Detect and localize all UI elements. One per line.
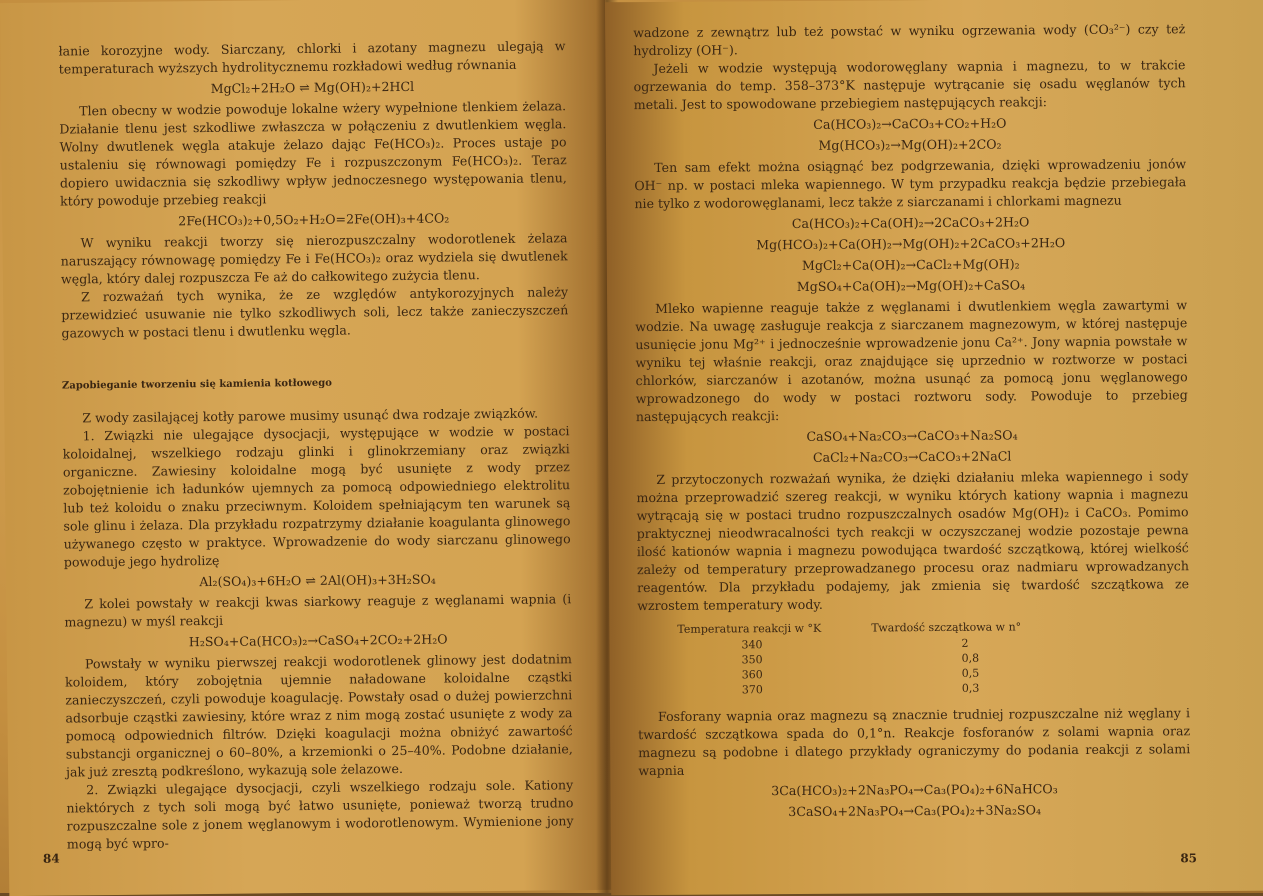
right-paragraph-2: Jeżeli w wodzie występują wodorowęglany wapnia i magnezu, to w trakcie ogrzewania do temp. 358–373°K następuje wytrącanie się osadu węglanów tych metali. Jest to spowodowane przebiegiem następujących reakcji: <box>633 57 1186 113</box>
right-equation-9: 3Ca(HCO₃)₂+2Na₃PO₄→Ca₃(PO₄)₂+6NaHCO₃ <box>771 781 1058 799</box>
left-equation-1: MgCl₂+2H₂O ⇌ Mg(OH)₂+2HCl <box>210 78 415 96</box>
table-cell-temperature: 370 <box>741 683 763 697</box>
table-header-hardness: Twardość szczątkowa w n° <box>871 620 1022 635</box>
left-paragraph-6: 1. Związki nie ulegające dysocjacji, występujące w wodzie w postaci koloidalnej, wszelkiego rodzaju glinki i glinokrzemiany oraz związki organiczne. Zawiesiny koloidalne mogą być usunięte z wody przez zobojętnienie ich ładunków ujemnych za pomocą odpowiedniego elektrolitu lub też koloidu o znaku przeciwnym. Koloidem spełniającym ten warunek są sole glinu i żelaza. Dla przykładu rozpatrzymy działanie koagulanta glinowego używanego często w praktyce. Wprowadzenie do wody siarczanu glinowego powoduje jego hydrolizę <box>62 423 571 570</box>
left-page <box>0 0 614 896</box>
right-paragraph-6: Fosforany wapnia oraz magnezu są znacznie trudniej rozpuszczalne niż węglany i twardość szczątkowa spada do 0,1°n. Reakcje fosforanów z solami wapnia oraz magnezu są podobne i dlatego przykłady ograniczymy do podania reakcji z solami wapnia <box>638 705 1191 779</box>
left-paragraph-3: W wyniku reakcji tworzy się nierozpuszczalny wodorotlenek żelaza naruszający równowagę pomiędzy Fe i Fe(HCO₃)₂ oraz wydziela się dwutlenek węgla, który dalej rozpuszcza Fe aż do całkowitego zużycia tlenu. <box>60 230 568 287</box>
right-equation-2: Mg(HCO₃)₂→Mg(OH)₂+2CO₂ <box>818 136 1002 153</box>
table-header-temperature: Temperatura reakcji w °K <box>677 621 822 636</box>
right-paragraph-5: Z przytoczonych rozważań wynika, że dzięki działaniu mleka wapiennego i sody można przeprowadzić szereg reakcji, w wyniku których kationy wapnia i magnezu wytrącają się w postaci trudno rozpuszczalnych osadów Mg(OH)₂ i CaCO₃. Pomimo praktycznej nieodwracalności tych reakcji w oczyszczanej wodzie pozostaje pewna ilość kationów wapnia i magnezu powodująca twardość szczątkową, której wielkość zależy od temperatury przeprowadzanego procesu oraz nadmiaru wprowadzanych reagentów. Dla przykładu podajemy, jak zmienia się twardość szczątkowa ze wzrostem temperatury wody. <box>636 468 1190 614</box>
left-equation-2: 2Fe(HCO₃)₂+0,5O₂+H₂O=2Fe(OH)₃+4CO₂ <box>178 210 450 229</box>
table-row <box>678 680 1062 698</box>
section-heading: Zapobieganie tworzeniu się kamienia kotłowego <box>61 377 332 392</box>
table-cell-temperature: 350 <box>741 653 763 667</box>
right-equation-7: CaSO₄+Na₂CO₃→CaCO₃+Na₂SO₄ <box>806 427 1018 444</box>
page-number-left: 84 <box>42 851 60 866</box>
right-equation-4: Mg(HCO₃)₂+Ca(OH)₂→Mg(OH)₂+2CaCO₃+2H₂O <box>756 235 1066 253</box>
left-paragraph-8: Powstały w wyniku pierwszej reakcji wodorotlenek glinowy jest dodatnim koloidem, który zobojętnia ujemnie naładowane koloidalne cząstki zanieczyszczeń, czyli powoduje koagulację. Powstały osad o dużej powierzchni adsorbuje cząstki zawiesiny, które wraz z nim mogą zostać usunięte z wody za pomocą odpowiednich filtrów. Dzięki koagulacji można obniżyć zawartość substancji organicznej o 60–80%, a krzemionki o 25–40%. Podobne działanie, jak już zresztą podkreślono, wykazują sole żelazowe. <box>65 651 573 780</box>
page-number-right: 85 <box>1180 851 1198 866</box>
right-equation-8: CaCl₂+Na₂CO₃→CaCO₃+2NaCl <box>812 448 1012 465</box>
left-equation-4: H₂SO₄+Ca(HCO₃)₂→CaSO₄+2CO₂+2H₂O <box>188 631 448 650</box>
right-page <box>605 0 1263 895</box>
table-cell-hardness: 0,3 <box>961 681 980 695</box>
residual-hardness-table <box>677 620 1061 698</box>
right-paragraph-3: Ten sam efekt można osiągnąć bez podgrzewania, dzięki wprowadzeniu jonów OH⁻ np. w postaci mleka wapiennego. W tym przypadku reakcja będzie przebiegała nie tylko z wodorowęglanami, lecz także z siarczanami i chlorkami magnezu <box>634 156 1187 212</box>
left-paragraph-1: łanie korozyjne wody. Siarczany, chlorki i azotany magnezu ulegają w temperaturach wyższych hydrolitycznemu rozkładowi według równania <box>58 38 566 77</box>
left-paragraph-5: Z wody zasilającej kotły parowe musimy usunąć dwa rodzaje związków. <box>82 405 539 426</box>
left-equation-3: Al₂(SO₄)₃+6H₂O ⇌ 2Al(OH)₃+3H₂SO₄ <box>199 571 436 590</box>
table-cell-hardness: 0,5 <box>961 666 980 680</box>
right-paragraph-1: wadzone z zewnątrz lub też powstać w wyniku ogrzewania wody (CO₃²⁻) czy też hydrolizy (OH⁻). <box>633 21 1186 59</box>
left-paragraph-7: Z kolei powstały w reakcji kwas siarkowy reaguje z węglanami wapnia (i magnezu) w myśl reakcji <box>64 591 572 630</box>
right-equation-3: Ca(HCO₃)₂+Ca(OH)₂→2CaCO₃+2H₂O <box>791 214 1030 231</box>
left-paragraph-4: Z rozważań tych wynika, że ze względów antykorozyjnych należy przewidzieć usuwanie nie tylko szkodliwych soli, lecz także zanieczyszczeń gazowych w postaci tlenu i dwutlenku węgla. <box>61 284 569 341</box>
right-equation-1: Ca(HCO₃)₂→CaCO₃+CO₂+H₂O <box>813 115 1007 132</box>
table-cell-temperature: 340 <box>741 638 763 652</box>
table-cell-temperature: 360 <box>741 668 763 682</box>
left-paragraph-9: 2. Związki ulegające dysocjacji, czyli wszelkiego rodzaju sole. Kationy niektórych z tych soli mogą być łatwo usunięte, ponieważ tworzą trudno rozpuszczalne sole z jonem węglanowym i wodorotlenowym. Wymienione jony mogą być wpro- <box>66 777 574 852</box>
right-equation-5: MgCl₂+Ca(OH)₂→CaCl₂+Mg(OH)₂ <box>801 256 1020 273</box>
right-paragraph-4: Mleko wapienne reaguje także z węglanami i dwutlenkiem węgla zawartymi w wodzie. Na uwagę zasługuje reakcja z siarczanem magnezowym, w której następuje usunięcie jonu Mg²⁺ i jednocześnie wprowadzenie jonu Ca²⁺. Jony wapnia powstałe w wyniku tej właśnie reakcji, oraz znajdujące się uprzednio w roztworze w postaci chlorków, siarczanów i azotanów, można usunąć za pomocą jonu węglanowego wprowadzonego do wody w postaci roztworu sody. Powoduje to przebieg następujących reakcji: <box>635 297 1188 425</box>
right-equation-6: MgSO₄+Ca(OH)₂→Mg(OH)₂+CaSO₄ <box>796 277 1026 294</box>
table-cell-hardness: 0,8 <box>961 651 980 665</box>
left-paragraph-2: Tlen obecny w wodzie powoduje lokalne wżery wypełnione tlenkiem żelaza. Działanie tlenu jest szkodliwe zwłaszcza w połączeniu z dwutlenkiem węgla. Wolny dwutlenek węgla atakuje żelazo dając Fe(HCO₃)₂. Proces ustaje po ustaleniu się równowagi pomiędzy Fe i rozpuszczonym Fe(HCO₃)₂. Teraz dopiero uwidacznia się szkodliwy wpływ jednoczesnego występowania tlenu, który powoduje przebieg reakcji <box>59 98 567 209</box>
right-equation-10: 3CaSO₄+2Na₃PO₄→Ca₃(PO₄)₂+3Na₂SO₄ <box>788 802 1042 820</box>
table-cell-hardness: 2 <box>961 636 969 650</box>
